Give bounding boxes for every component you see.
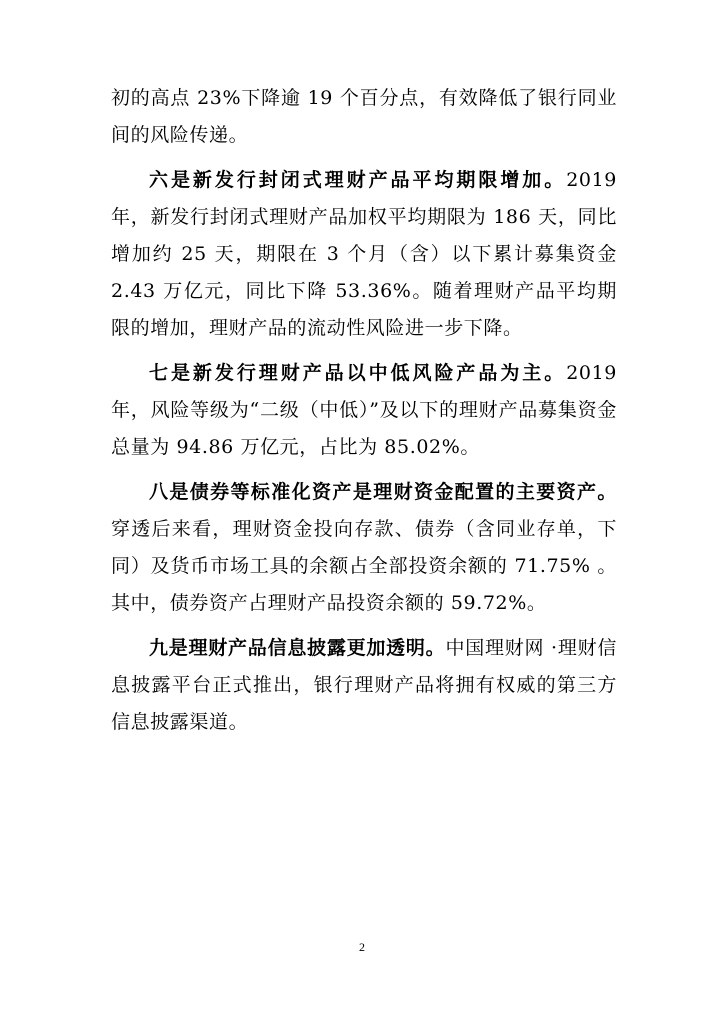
paragraph-4-lead: 八是债券等标准化资产是理财资金配置的主要资产。 (149, 481, 617, 503)
paragraph-3-lead: 七是新发行理财产品以中低风险产品为主。 (149, 362, 567, 384)
paragraph-2-lead: 六是新发行封闭式理财产品平均期限增加。 (149, 169, 567, 191)
page-number: 2 (359, 940, 365, 954)
paragraph-5-text: 中国理财网 ·理财信息披露平台正式推出，银行理财产品将拥有权威的第三方信息披露渠道。 (111, 637, 617, 733)
paragraph-3-text: 2019 年，风险等级为“二级（中低）”及以下的理财产品募集资金总量为 94.86 万亿元，占比为 85.02%。 (111, 362, 617, 458)
paragraph-3 (111, 355, 617, 466)
paragraph-5 (111, 630, 617, 741)
document-body (111, 80, 617, 749)
paragraph-4-text: 穿透后来看，理财资金投向存款、债券（含同业存单，下同）及货币市场工具的余额占全部投资余额的 71.75% 。其中，债券资产占理财产品投资余额的 59.72%。 (111, 518, 617, 614)
paragraph-4 (111, 474, 617, 622)
paragraph-5-lead: 九是理财产品信息披露更加透明。 (149, 637, 446, 659)
paragraph-2-text: 2019 年，新发行封闭式理财产品加权平均期限为 186 天，同比增加约 25 天，期限在 3 个月（含）以下累计募集资金 2.43 万亿元，同比下降 53.36%。随着理财产品平均期限的增加，理财产品的流动性风险进一步下降。 (111, 169, 617, 339)
paragraph-1 (111, 80, 617, 154)
paragraph-1-text: 初的高点 23%下降逾 19 个百分点，有效降低了银行同业间的风险传递。 (111, 87, 617, 146)
paragraph-2 (111, 162, 617, 347)
